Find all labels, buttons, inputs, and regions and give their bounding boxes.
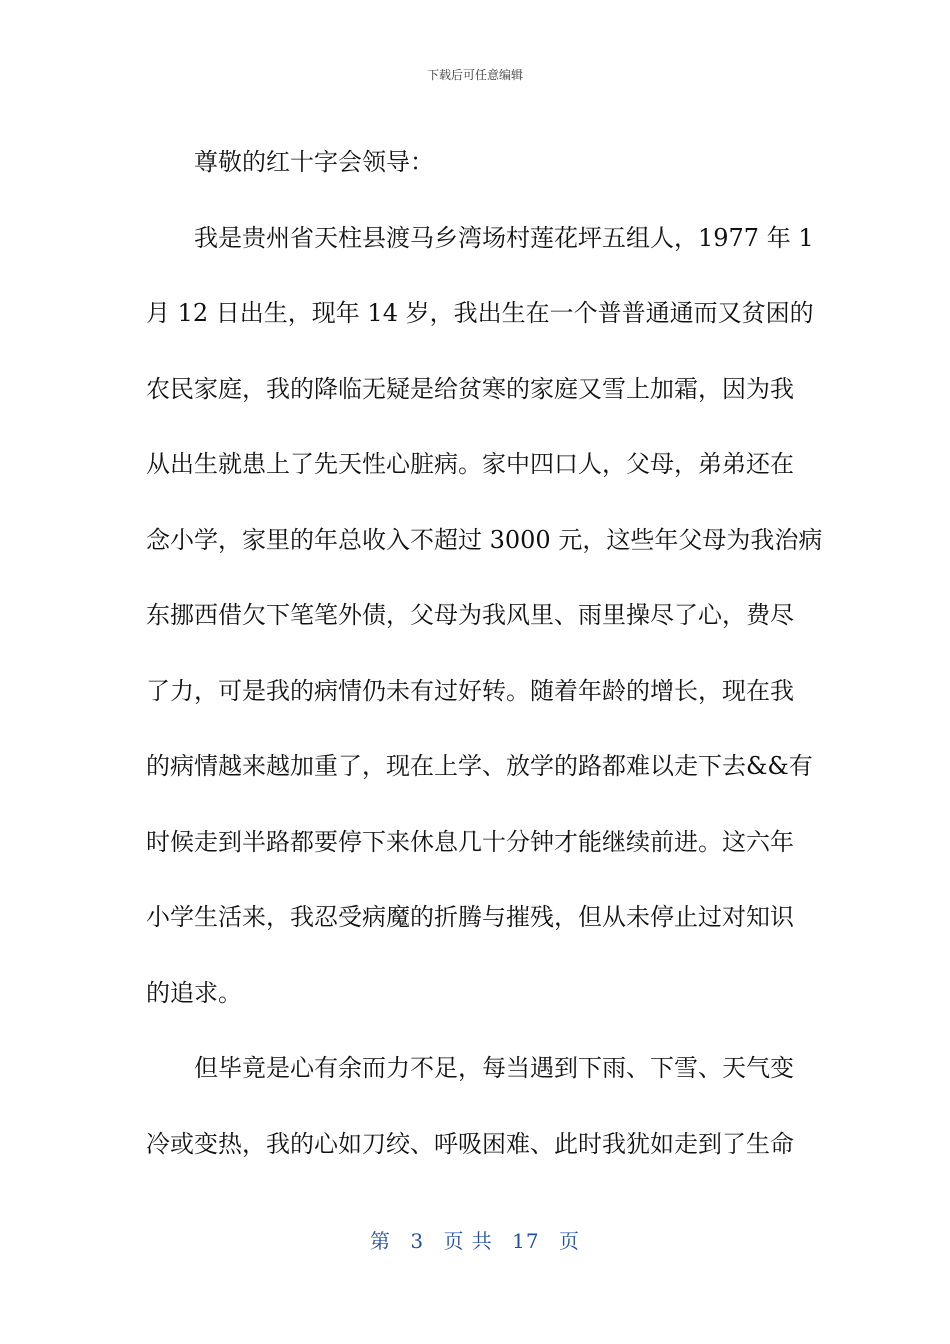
body-line: 东挪西借欠下笔笔外债，父母为我风里、雨里操尽了心，费尽	[146, 601, 794, 629]
body-line: 冷或变热，我的心如刀绞、呼吸困难、此时我犹如走到了生命	[146, 1129, 794, 1158]
footer-prefix: 第	[370, 1229, 391, 1253]
body-line: 时候走到半路都要停下来休息几十分钟才能继续前进。这六年	[146, 827, 794, 856]
footer-total-pages: 17	[512, 1229, 540, 1253]
body-line: 的追求。	[146, 978, 242, 1007]
body-line: 念小学，家里的年总收入不超过 3000 元，这些年父母为我治病	[146, 525, 823, 554]
salutation-line: 尊敬的红十字会领导：	[194, 148, 434, 176]
body-line: 从出生就患上了先天性心脏病。家中四口人，父母，弟弟还在	[146, 450, 794, 478]
header-note: 下载后可任意编辑	[426, 68, 523, 82]
body-line: 我是贵州省天柱县渡马乡湾场村莲花坪五组人，1977 年 1	[194, 223, 814, 252]
footer-suffix: 页	[558, 1229, 580, 1253]
body-line: 但毕竟是心有余而力不足，每当遇到下雨、下雪、天气变	[194, 1054, 794, 1082]
footer-middle: 页 共	[443, 1229, 493, 1253]
body-line: 了力，可是我的病情仍未有过好转。随着年龄的增长，现在我	[146, 676, 794, 705]
body-line: 农民家庭，我的降临无疑是给贫寒的家庭又雪上加霜，因为我	[146, 374, 794, 403]
body-line: 小学生活来，我忍受病魔的折腾与摧残，但从未停止过对知识	[146, 903, 794, 931]
footer-page-number: 3	[410, 1229, 425, 1253]
body-line: 的病情越来越加重了，现在上学、放学的路都难以走下去&&有	[146, 752, 813, 780]
body-line: 月 12 日出生，现年 14 岁，我出生在一个普普通通而又贫困的	[146, 299, 814, 327]
document-body	[146, 125, 823, 1182]
page-footer	[0, 1225, 950, 1254]
